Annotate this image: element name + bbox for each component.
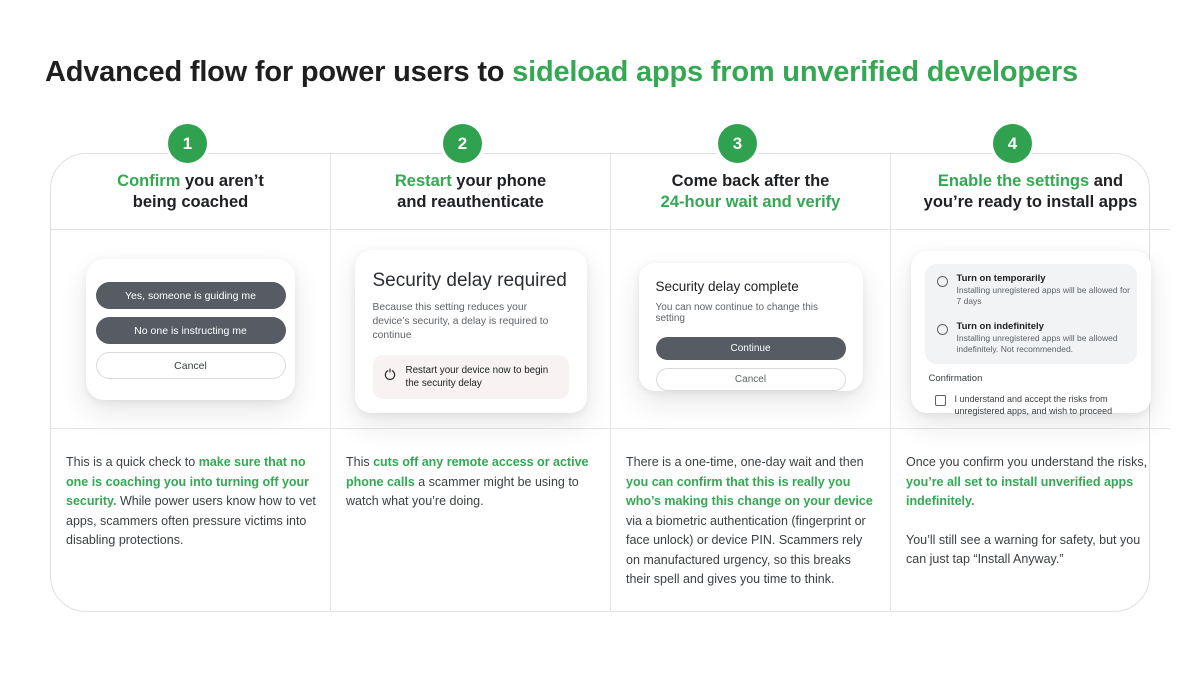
description-text: This	[346, 455, 374, 469]
risk-acknowledge-row[interactable]	[925, 393, 1137, 417]
checkbox-label: I understand and accept the risks from unregistered apps, and wish to proceed	[954, 394, 1113, 416]
step-2-heading-line2: and reauthenticate	[397, 193, 544, 211]
step-1-heading-green: Confirm	[117, 172, 181, 190]
description-highlight: you’re all set to install unverified apps indefinitely.	[906, 474, 1134, 508]
step-4-card-cell	[891, 230, 1170, 429]
step-1-heading-line1	[117, 171, 264, 192]
description-highlight: cuts off any remote access or active phone calls	[346, 455, 589, 489]
step-2-heading-line1	[395, 171, 546, 192]
continue-button[interactable]: Continue	[656, 337, 846, 360]
step-4-heading-green: Enable the settings	[937, 172, 1090, 190]
option-title: Turn on indefinitely	[956, 321, 1044, 332]
description-text: via a biometric authentication (fingerprint or face unlock) or device PIN. Scammers rely on manufactured urgency, so this breaks their spell and gives you time to think.	[626, 513, 866, 586]
radio-option-text	[957, 273, 1135, 307]
restart-icon	[383, 368, 397, 387]
step-3-number: 3	[732, 133, 743, 153]
step-2-heading	[331, 154, 611, 230]
description-paragraph	[626, 453, 878, 590]
dialog-body: You can now continue to change this setting	[655, 302, 819, 324]
step-2-heading-green: Restart	[394, 172, 452, 190]
step-1-description	[51, 429, 331, 611]
restart-note	[373, 355, 569, 399]
coaching-check-dialog	[86, 259, 295, 400]
cancel-button[interactable]: Cancel	[656, 368, 846, 391]
step-4-heading-line1	[938, 171, 1123, 192]
description-text: This is a quick check to	[66, 455, 199, 469]
flow-table	[50, 153, 1150, 612]
restart-note-text: Restart your device now to begin the security delay	[405, 365, 549, 389]
radio-option-group	[925, 264, 1137, 364]
step-4-number: 4	[1007, 133, 1018, 153]
radio-option-text	[957, 321, 1135, 355]
step-3-heading	[611, 154, 891, 230]
description-text: a scammer might be using to watch what you’re doing.	[346, 474, 579, 508]
step-3-card-cell	[611, 230, 891, 429]
step-3-badge	[718, 124, 757, 163]
step-2-description	[331, 429, 611, 611]
description-text: Once you confirm you understand the risks,	[906, 455, 1148, 469]
page-title-highlight: sideload apps from unverified developers	[512, 56, 1078, 88]
step-1-badge	[168, 124, 207, 163]
description-highlight: you can confirm that this is really you who’s making this change on your device	[626, 474, 873, 508]
description-highlight: make sure that no one is coaching you into turning off your security.	[66, 455, 310, 508]
description-paragraph	[346, 453, 598, 512]
step-3-description	[611, 429, 891, 611]
option-desc: Installing unregistered apps will be allowed indefinitely. Not recommended.	[956, 333, 1118, 354]
description-paragraph	[906, 531, 1158, 570]
cancel-button[interactable]: Cancel	[96, 352, 286, 379]
radio-icon[interactable]	[937, 276, 948, 287]
step-1-heading-rest: you aren’t	[180, 172, 264, 190]
no-one-instructing-button[interactable]: No one is instructing me	[96, 317, 286, 344]
enable-settings-panel	[911, 251, 1151, 416]
step-3-heading-green: 24-hour wait and verify	[660, 193, 841, 211]
step-1-card-cell	[51, 230, 331, 429]
step-2-number: 2	[457, 133, 468, 153]
step-1-heading	[51, 154, 331, 230]
checkbox-icon[interactable]	[935, 395, 946, 406]
step-3-heading-line1: Come back after the	[671, 172, 830, 190]
dialog-body: Because this setting reduces your device’s security, a delay is required to continue	[372, 302, 549, 341]
page-title-prefix: Advanced flow for power users to	[45, 56, 513, 88]
description-paragraph	[906, 453, 1158, 512]
step-1-heading-line2: being coached	[132, 193, 249, 211]
security-delay-complete-dialog	[639, 263, 863, 391]
option-desc: Installing unregistered apps will be allowed for 7 days	[956, 285, 1130, 306]
step-4-heading	[891, 154, 1170, 230]
description-paragraph	[66, 453, 318, 551]
step-4-heading-rest: and	[1089, 172, 1124, 190]
step-1-number: 1	[182, 133, 193, 153]
yes-guiding-button[interactable]: Yes, someone is guiding me	[96, 282, 286, 309]
step-2-badge	[443, 124, 482, 163]
description-text: While power users know how to vet apps, scammers often pressure victims into disabling protections.	[66, 494, 316, 547]
page-title	[45, 56, 1078, 89]
step-4-badge	[993, 124, 1032, 163]
description-text: There is a one-time, one-day wait and then	[626, 455, 864, 469]
option-title: Turn on temporarily	[956, 273, 1046, 284]
security-delay-required-dialog	[355, 250, 587, 413]
step-2-card-cell	[331, 230, 611, 429]
step-4-heading-line2: you’re ready to install apps	[923, 193, 1138, 211]
confirmation-label: Confirmation	[928, 373, 983, 384]
dialog-title: Security delay required	[372, 270, 567, 291]
radio-option-indefinitely[interactable]	[925, 314, 1137, 362]
radio-option-temporarily[interactable]	[925, 266, 1137, 314]
dialog-title: Security delay complete	[655, 279, 799, 294]
step-2-heading-rest: your phone	[451, 172, 547, 190]
step-4-description	[891, 429, 1170, 611]
radio-icon[interactable]	[937, 324, 948, 335]
description-text: You’ll still see a warning for safety, but you can just tap “Install Anyway.”	[906, 532, 1141, 566]
